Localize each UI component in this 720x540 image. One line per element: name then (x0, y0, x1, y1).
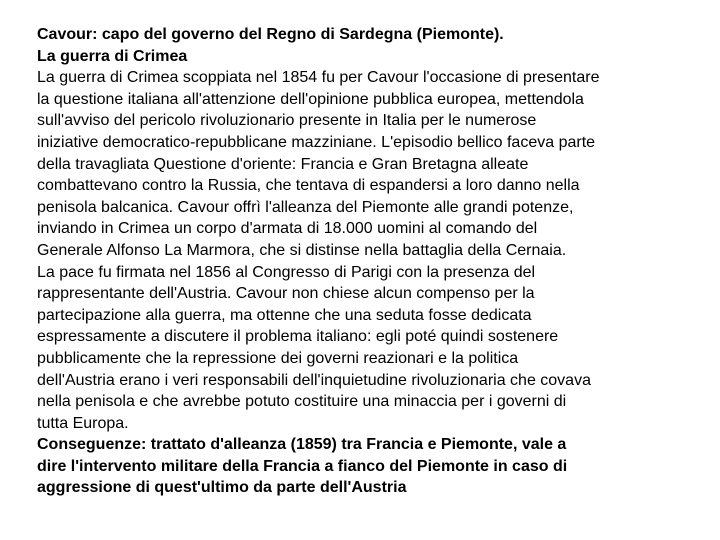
text-block (37, 24, 697, 499)
paragraph-line: La guerra di Crimea scoppiata nel 1854 fu per Cavour l'occasione di presentare (37, 69, 600, 87)
paragraph-line: sull'avviso del pericolo rivoluzionario presente in Italia per le numerose (37, 112, 537, 130)
paragraph-line: penisola balcanica. Cavour offrì l'alleanza del Piemonte alle grandi potenze, (37, 198, 574, 216)
paragraph-line: la questione italiana all'attenzione dell'opinione pubblica europea, mettendola (37, 90, 584, 108)
paragraph-line: rappresentante dell'Austria. Cavour non chiese alcun compenso per la (37, 285, 535, 303)
conclusion-line: dire l'intervento militare della Francia a fianco del Piemonte in caso di (37, 457, 568, 475)
paragraph-line: partecipazione alla guerra, ma ottenne che una seduta fosse dedicata (37, 306, 532, 324)
paragraph-line: tutta Europa. (37, 414, 129, 432)
section-heading: La guerra di Crimea (37, 47, 188, 65)
paragraph-line: pubblicamente che la repressione dei governi reazionari e la politica (37, 349, 519, 367)
paragraph-line: nella penisola e che avrebbe potuto costituire una minaccia per i governi di (37, 393, 567, 411)
paragraph-line: iniziative democratico-repubblicane mazziniane. L'episodio bellico faceva parte (37, 133, 596, 151)
paragraph-line: inviando in Crimea un corpo d'armata di 18.000 uomini al comando del (37, 220, 538, 238)
conclusion-line: aggressione di quest'ultimo da parte dell'Austria (37, 479, 407, 497)
conclusion-line: Conseguenze: trattato d'alleanza (1859) tra Francia e Piemonte, vale a (37, 436, 567, 454)
paragraph-line: dell'Austria erano i veri responsabili dell'inquietudine rivoluzionaria che covava (37, 371, 591, 389)
paragraph-line: combattevano contro la Russia, che tentava di espandersi a loro danno nella (37, 177, 580, 195)
paragraph-line: espressamente a discutere il problema italiano: egli poté quindi sostenere (37, 328, 559, 346)
document-title: Cavour: capo del governo del Regno di Sardegna (Piemonte). (37, 26, 504, 43)
paragraph-line: della travagliata Questione d'oriente: Francia e Gran Bretagna alleate (37, 155, 529, 173)
paragraph-line: Generale Alfonso La Marmora, che si distinse nella battaglia della Cernaia. (37, 241, 567, 259)
paragraph-line: La pace fu firmata nel 1856 al Congresso di Parigi con la presenza del (37, 263, 536, 281)
